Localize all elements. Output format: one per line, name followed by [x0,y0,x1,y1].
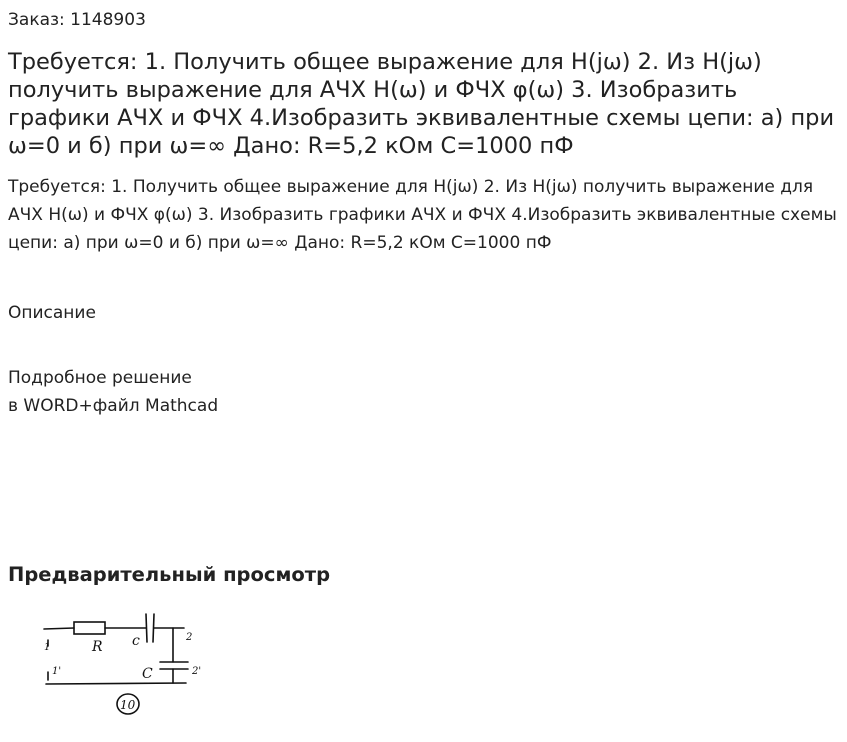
series-capacitor-label: c [132,633,140,649]
port-in-bottom-label: 1' [52,666,62,677]
wire-bottom [46,683,186,684]
series-capacitor-plate-left [146,614,147,642]
preview-heading: Предварительный просмотр [8,563,331,586]
wire-top-left [44,628,74,629]
description-line: Подробное решение [8,368,192,388]
figure-number: 10 [120,698,136,712]
shunt-capacitor-label: C [142,666,153,682]
description-label: Описание [8,303,96,323]
circuit-diagram [36,600,216,725]
task-summary: Требуется: 1. Получить общее выражение для H(jω) 2. Из H(jω) получить выражение для АЧХ H(ω) и ФЧХ φ(ω) 3. Изобразить графики АЧХ и ФЧХ 4.Изобразить эквивалентные схемы цепи: а) при ω=0 и б) при ω=∞ Дано: R=5,2 кОм C=1000 пФ [8,177,837,253]
resistor-label: R [92,639,103,655]
circuit-preview-image[interactable] [36,600,216,725]
description-text [8,364,218,420]
resistor-symbol [74,622,105,634]
port-out-bottom-label: 2' [192,666,202,677]
port-out-top-label: 2 [186,632,193,643]
task-title: Требуется: 1. Получить общее выражение для H(jω) 2. Из H(jω) получить выражение для АЧХ H(ω) и ФЧХ φ(ω) 3. Изобразить графики АЧХ и ФЧХ 4.Изобразить эквивалентные схемы цепи: а) при ω=0 и б) при ω=∞ Дано: R=5,2 кОм C=1000 пФ [8,49,835,159]
order-number: Заказ: 1148903 [8,10,146,30]
description-line: в WORD+файл Mathcad [8,396,219,416]
port-in-top-label: 1 [44,642,51,653]
